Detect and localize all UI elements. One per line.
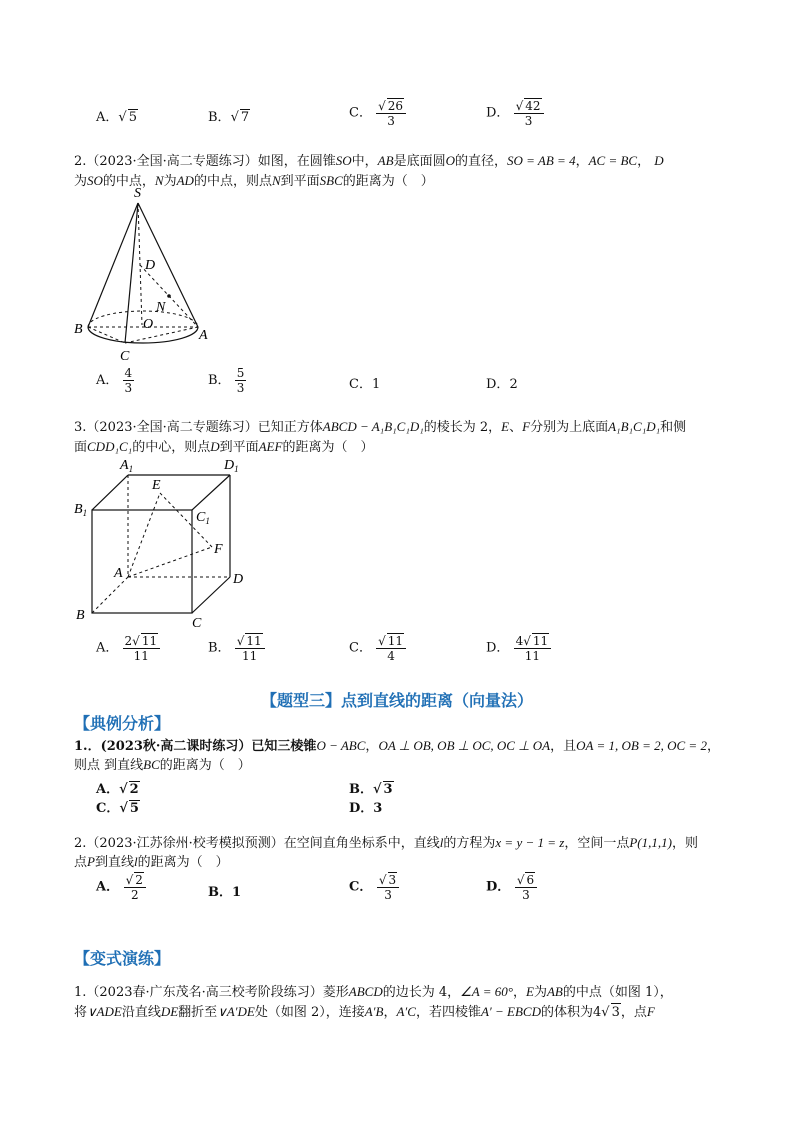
var1-stem-line2: 将∨ADE沿直线DE翻折至∨A′DE处（如图 2），连接A′B，A′C，若四棱锥A′ − EBCD的体积为4√ 3，点F [74,1004,655,1020]
cone-figure [70,185,220,370]
ex2-option-c[interactable]: C． $\frac{√ 3}{3}$ [349,872,399,902]
label-c: C [192,616,202,630]
ex2-option-a[interactable]: A． $\frac{√ 2}{2}$ [96,872,146,902]
q3-stem-line2: 面CDD₁C₁的中心，则点D到平面AEF的距离为（ ） [74,439,374,455]
edge-c1d1 [192,475,230,510]
cone-side-left [88,203,138,327]
segment-bc [88,327,125,343]
ex2-stem-line2: 点P到直线l的距离为（ ） [74,854,229,870]
label-b1: $B_1$ [74,502,88,518]
edge-b1a1 [92,475,128,510]
label-e: E [152,478,161,493]
q3-stem-line1: 3.（2023·全国·高二专题练习）已知正方体ABCD − A₁B₁C₁D₁的棱长为 2，E、F分别为上底面A₁B₁C₁D₁和侧 [74,419,687,435]
ex1-option-b[interactable]: B．√ 3 [349,782,393,797]
cube-front-face [92,510,192,613]
point-n [167,294,171,298]
q2-option-a[interactable]: A． $\frac{4}{3}$ [96,366,133,395]
cone-edge-sc [125,203,138,343]
segment-af [128,547,212,577]
label-d: D [233,572,244,587]
q2-option-d[interactable]: D．2 [486,377,518,392]
q1-option-d[interactable]: D． $\frac{√ 42}{3}$ [486,98,544,128]
label-b: B [76,608,85,623]
ex1-option-d[interactable]: D．3 [349,801,383,816]
label-d: D [145,258,156,273]
q1-option-a[interactable]: A．√ 5 [96,110,137,125]
ex1-stem-line1: 1.．(2023秋·高二课时练习）已知三棱锥O − ABC，OA ⊥ OB, OB ⊥ OC, OC ⊥ OA，且OA = 1, OB = 2, OC = 2， [74,738,720,754]
example-heading: 【典例分析】 [74,714,171,733]
q2-stem-line1: 2.（2023·全国·高二专题练习）如图，在圆锥SO中，AB是底面圆O的直径，SO = AB = 4，AC = BC， D [74,153,664,169]
q3-option-b[interactable]: B． $\frac{√ 11}{11}$ [208,633,265,663]
q2-stem-line2: 为SO的中点，N为AD的中点，则点N到平面SBC的距离为（ ） [74,173,434,189]
label-c: C [120,349,130,364]
segment-ae [128,493,160,577]
label-a: A [114,566,123,581]
q3-option-d[interactable]: D． $\frac{4√ 11}{11}$ [486,633,551,663]
cone-axis-so [138,203,142,325]
type3-heading: 【题型三】点到直线的距离（向量法） [260,691,533,710]
ex1-option-c[interactable]: C．√ 5 [96,801,139,816]
q1-option-c[interactable]: C． $\frac{√ 26}{3}$ [349,98,406,128]
variant-heading: 【变式演练】 [74,949,171,968]
edge-ba [92,577,128,613]
ex1-stem-line2: 则点 到直线BC的距离为（ ） [74,757,251,773]
ex2-option-d[interactable]: D． $\frac{√ 6}{3}$ [486,872,537,902]
label-a1: $A_1$ [120,458,134,474]
var1-stem-line1: 1.（2023春·广东茂名·高三校考阶段练习）菱形ABCD的边长为 4，∠A = 60°，E为AB的中点（如图 1）， [74,984,673,1000]
q2-option-c[interactable]: C．1 [349,377,381,392]
label-s: S [134,186,141,201]
label-b: B [74,322,83,337]
label-n: N [156,300,166,315]
ex2-option-b[interactable]: B．1 [208,885,242,900]
label-c1: $C_1$ [196,510,210,526]
q1-option-b[interactable]: B．√ 7 [208,110,250,125]
q2-option-b[interactable]: B． $\frac{5}{3}$ [208,366,245,395]
q3-option-c[interactable]: C． $\frac{√ 11}{4}$ [349,633,406,663]
label-f: F [214,542,223,557]
ex1-option-a[interactable]: A．√ 2 [96,782,139,797]
cube-figure [70,455,260,630]
edge-cd [192,577,230,613]
label-d1: $D_1$ [224,458,239,474]
label-a: A [199,328,208,343]
segment-ca [125,327,198,343]
label-o: O [143,317,154,332]
q3-option-a[interactable]: A． $\frac{2√ 11}{11}$ [96,633,160,663]
ex2-stem-line1: 2.（2023·江苏徐州·校考模拟预测）在空间直角坐标系中，直线l的方程为x = y − 1 = z，空间一点P(1,1,1)，则 [74,835,698,851]
